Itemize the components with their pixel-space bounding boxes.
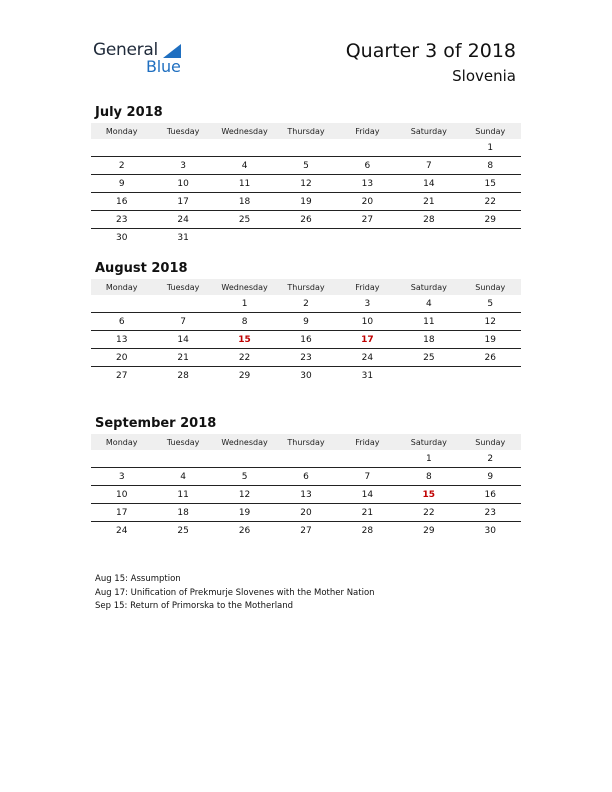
date-cell: 25 xyxy=(423,352,435,363)
holiday-date-cell: 15 xyxy=(238,334,251,345)
date-cell: 4 xyxy=(180,471,186,482)
date-cell: 29 xyxy=(238,370,251,381)
weekday-label: Friday xyxy=(355,126,380,136)
weekday-label: Friday xyxy=(355,282,380,292)
date-cell: 31 xyxy=(361,370,374,381)
date-cell: 19 xyxy=(484,334,496,345)
date-cell: 11 xyxy=(423,316,435,327)
date-cell: 3 xyxy=(180,160,186,171)
date-cell: 31 xyxy=(177,232,189,243)
date-cell: 8 xyxy=(487,160,494,171)
week-row xyxy=(91,349,521,367)
date-cell: 24 xyxy=(177,214,189,225)
weekday-label: Saturday xyxy=(410,126,447,136)
date-cell: 22 xyxy=(423,507,435,518)
date-cell: 18 xyxy=(423,334,435,345)
date-cell: 5 xyxy=(487,298,494,309)
date-cell: 1 xyxy=(241,298,248,309)
date-cell: 30 xyxy=(300,370,312,381)
date-cell: 13 xyxy=(300,489,312,500)
week-row xyxy=(91,486,521,504)
date-cell: 4 xyxy=(425,298,432,309)
date-cell: 27 xyxy=(115,370,128,381)
date-cell: 13 xyxy=(115,334,128,345)
date-cell: 18 xyxy=(177,507,189,518)
holiday-note: Sep 15: Return of Primorska to the Motherland xyxy=(95,601,294,611)
week-row xyxy=(91,468,521,486)
date-cell: 3 xyxy=(118,471,125,482)
date-cell: 15 xyxy=(484,178,496,189)
month-title: August 2018 xyxy=(95,261,188,276)
date-cell: 13 xyxy=(361,178,374,189)
date-cell: 9 xyxy=(118,178,125,189)
week-row xyxy=(91,313,521,331)
date-cell: 6 xyxy=(118,316,125,327)
date-cell: 14 xyxy=(177,334,189,345)
date-cell: 19 xyxy=(300,196,312,207)
date-cell: 11 xyxy=(177,489,189,500)
weekday-label: Thursday xyxy=(287,437,325,447)
date-cell: 24 xyxy=(115,525,128,536)
date-cell: 9 xyxy=(487,471,494,482)
date-cell: 16 xyxy=(484,489,496,500)
date-cell: 16 xyxy=(115,196,128,207)
weekday-label: Saturday xyxy=(410,282,447,292)
weekday-header-row xyxy=(91,279,521,295)
date-cell: 2 xyxy=(303,298,309,309)
date-cell: 25 xyxy=(238,214,251,225)
date-cell: 20 xyxy=(115,352,128,363)
week-row xyxy=(91,211,521,229)
date-cell: 17 xyxy=(177,196,189,207)
date-cell: 16 xyxy=(300,334,312,345)
date-cell: 17 xyxy=(115,507,128,518)
holiday-date-cell: 17 xyxy=(361,334,374,345)
date-cell: 25 xyxy=(177,525,189,536)
date-cell: 29 xyxy=(423,525,435,536)
week-row xyxy=(91,367,521,384)
date-cell: 29 xyxy=(484,214,496,225)
date-cell: 22 xyxy=(238,352,251,363)
date-cell: 2 xyxy=(487,453,494,464)
date-cell: 18 xyxy=(238,196,251,207)
logo-word-general: General xyxy=(93,40,158,60)
date-cell: 20 xyxy=(300,507,312,518)
week-row xyxy=(91,450,521,468)
date-cell: 7 xyxy=(425,160,432,171)
week-row xyxy=(91,504,521,522)
date-cell: 27 xyxy=(300,525,312,536)
date-cell: 8 xyxy=(425,471,432,482)
date-cell: 7 xyxy=(364,471,371,482)
generalblue-logo xyxy=(93,40,193,80)
country-name: Slovenia xyxy=(452,67,516,85)
holiday-note: Aug 15: Assumption xyxy=(95,574,181,584)
weekday-header-row xyxy=(91,434,521,450)
month-calendar xyxy=(91,103,521,246)
date-cell: 3 xyxy=(364,298,371,309)
date-cell: 14 xyxy=(361,489,374,500)
week-row xyxy=(91,331,521,349)
date-cell: 12 xyxy=(484,316,496,327)
month-title: September 2018 xyxy=(95,416,217,431)
date-cell: 22 xyxy=(484,196,496,207)
date-cell: 2 xyxy=(118,160,125,171)
date-cell: 24 xyxy=(361,352,374,363)
holiday-note: Aug 17: Unification of Prekmurje Slovenes with the Mother Nation xyxy=(95,587,375,598)
date-cell: 26 xyxy=(484,352,496,363)
week-row xyxy=(91,175,521,193)
date-cell: 21 xyxy=(177,352,189,363)
date-cell: 1 xyxy=(425,453,432,464)
date-cell: 5 xyxy=(303,160,309,171)
date-cell: 26 xyxy=(300,214,312,225)
week-row xyxy=(91,157,521,175)
weekday-label: Wednesday xyxy=(221,282,268,292)
page-title: Quarter 3 of 2018 xyxy=(345,40,516,62)
weekday-label: Thursday xyxy=(287,126,325,136)
weekday-header-row xyxy=(91,123,521,139)
weekday-label: Thursday xyxy=(287,282,325,292)
week-row xyxy=(91,229,521,246)
date-cell: 12 xyxy=(238,489,251,500)
weekday-label: Saturday xyxy=(410,437,447,447)
date-cell: 10 xyxy=(115,489,128,500)
week-row xyxy=(91,295,521,313)
month-title: July 2018 xyxy=(95,105,163,120)
month-calendar xyxy=(91,414,521,539)
date-cell: 12 xyxy=(300,178,312,189)
weekday-label: Monday xyxy=(105,126,138,136)
date-cell: 7 xyxy=(180,316,186,327)
date-cell: 30 xyxy=(115,232,128,243)
date-cell: 9 xyxy=(303,316,309,327)
date-cell: 6 xyxy=(364,160,371,171)
date-cell: 30 xyxy=(484,525,496,536)
date-cell: 28 xyxy=(423,214,435,225)
date-cell: 23 xyxy=(484,507,496,518)
date-cell: 6 xyxy=(303,471,309,482)
holiday-date-cell: 15 xyxy=(422,489,436,500)
logo-word-blue: Blue xyxy=(146,57,181,76)
month-calendar xyxy=(91,259,521,384)
date-cell: 21 xyxy=(423,196,435,207)
date-cell: 4 xyxy=(241,160,248,171)
date-cell: 11 xyxy=(238,178,251,189)
logo-triangle-icon xyxy=(163,44,181,58)
weekday-label: Sunday xyxy=(475,126,506,136)
week-row xyxy=(91,139,521,157)
weekday-label: Wednesday xyxy=(221,437,268,447)
weekday-label: Monday xyxy=(105,437,138,447)
date-cell: 10 xyxy=(361,316,374,327)
date-cell: 21 xyxy=(361,507,374,518)
date-cell: 8 xyxy=(241,316,248,327)
date-cell: 5 xyxy=(241,471,248,482)
date-cell: 1 xyxy=(487,142,494,153)
date-cell: 27 xyxy=(361,214,374,225)
weekday-label: Wednesday xyxy=(221,126,268,136)
date-cell: 19 xyxy=(238,507,251,518)
date-cell: 26 xyxy=(238,525,251,536)
weekday-label: Sunday xyxy=(475,282,506,292)
weekday-label: Friday xyxy=(355,437,380,447)
weekday-label: Sunday xyxy=(475,437,506,447)
weekday-label: Monday xyxy=(105,282,138,292)
week-row xyxy=(91,193,521,211)
weekday-label: Tuesday xyxy=(166,282,200,292)
holiday-notes xyxy=(95,573,375,614)
date-cell: 14 xyxy=(423,178,435,189)
date-cell: 20 xyxy=(361,196,374,207)
date-cell: 28 xyxy=(361,525,374,536)
weekday-label: Tuesday xyxy=(166,437,200,447)
date-cell: 10 xyxy=(177,178,189,189)
date-cell: 23 xyxy=(115,214,128,225)
date-cell: 23 xyxy=(300,352,312,363)
weekday-label: Tuesday xyxy=(166,126,200,136)
date-cell: 28 xyxy=(177,370,189,381)
week-row xyxy=(91,522,521,539)
